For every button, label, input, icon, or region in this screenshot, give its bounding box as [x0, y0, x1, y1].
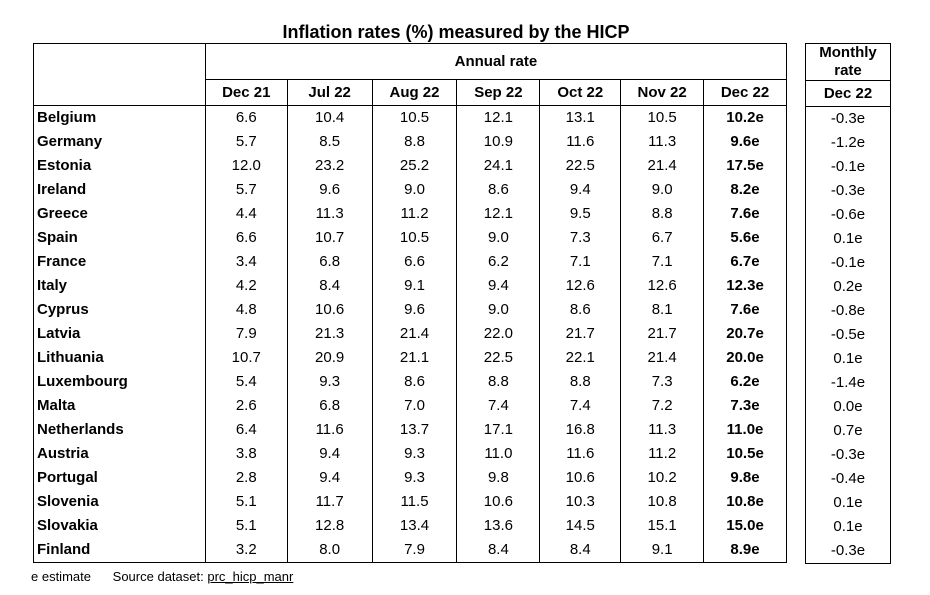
rate-cell: 8.8: [621, 202, 704, 226]
monthly-rate-cell: 0.7e: [833, 422, 863, 439]
rate-cell: 21.3: [287, 322, 372, 346]
rate-cell: 12.0: [205, 154, 287, 178]
rate-cell: 11.0: [457, 442, 540, 466]
rate-cell: 23.2: [287, 154, 372, 178]
rate-cell: 10.3: [540, 490, 621, 514]
monthly-rate-cell: 0.0e: [833, 398, 863, 415]
country-name: Portugal: [34, 466, 206, 490]
country-name: Belgium: [34, 106, 206, 131]
country-name: Slovenia: [34, 490, 206, 514]
rate-cell: 8.6: [457, 178, 540, 202]
rate-cell: 2.8: [205, 466, 287, 490]
monthly-rate-cell: 0.1e: [833, 230, 863, 247]
rate-cell: 8.2e: [704, 178, 787, 202]
country-name: Latvia: [34, 322, 206, 346]
monthly-rate-cell: -0.5e: [830, 326, 866, 343]
monthly-rate-cell: 0.1e: [833, 518, 863, 535]
rate-cell: 20.9: [287, 346, 372, 370]
column-header: Sep 22: [457, 80, 540, 106]
country-name: Ireland: [34, 178, 206, 202]
rate-cell: 10.2e: [704, 106, 787, 131]
rate-cell: 9.0: [621, 178, 704, 202]
rate-cell: 21.1: [372, 346, 457, 370]
rate-cell: 9.8: [457, 466, 540, 490]
country-name: Slovakia: [34, 514, 206, 538]
rate-cell: 21.7: [540, 322, 621, 346]
monthly-row: [806, 371, 891, 395]
rate-cell: 7.4: [540, 394, 621, 418]
rate-cell: 7.3e: [704, 394, 787, 418]
rate-cell: 6.6: [205, 106, 287, 131]
rate-cell: 17.5e: [704, 154, 787, 178]
monthly-rate-cell: -1.4e: [830, 374, 866, 391]
monthly-row: [806, 179, 891, 203]
country-name: Netherlands: [34, 418, 206, 442]
rate-cell: 9.6: [372, 298, 457, 322]
table-row: [34, 514, 787, 538]
rate-cell: 10.7: [205, 346, 287, 370]
rate-cell: 14.5: [540, 514, 621, 538]
monthly-row: [806, 227, 891, 251]
rate-cell: 7.6e: [704, 298, 787, 322]
table-row: [34, 178, 787, 202]
rate-cell: 7.9: [205, 322, 287, 346]
rate-cell: 8.4: [457, 538, 540, 563]
rate-cell: 6.8: [287, 250, 372, 274]
rate-cell: 8.6: [540, 298, 621, 322]
monthly-rate-cell: 0.1e: [833, 494, 863, 511]
rate-cell: 12.6: [540, 274, 621, 298]
rate-cell: 12.1: [457, 106, 540, 131]
table-row: [34, 370, 787, 394]
table-row: [34, 538, 787, 563]
rate-cell: 11.0e: [704, 418, 787, 442]
rate-cell: 15.0e: [704, 514, 787, 538]
rate-cell: 2.6: [205, 394, 287, 418]
rate-cell: 8.1: [621, 298, 704, 322]
monthly-rate-header-line2: rate: [834, 62, 862, 79]
rate-cell: 10.6: [457, 490, 540, 514]
table-row: [34, 418, 787, 442]
rate-cell: 6.6: [372, 250, 457, 274]
annual-rate-header: Annual rate: [205, 44, 786, 80]
rate-cell: 8.4: [287, 274, 372, 298]
footer-note: [31, 569, 293, 584]
rate-cell: 9.0: [457, 298, 540, 322]
rate-cell: 4.2: [205, 274, 287, 298]
rate-cell: 7.3: [621, 370, 704, 394]
table-row: [34, 346, 787, 370]
rate-cell: 8.0: [287, 538, 372, 563]
rate-cell: 9.3: [372, 442, 457, 466]
rate-cell: 8.4: [540, 538, 621, 563]
country-name: Spain: [34, 226, 206, 250]
monthly-rate-header: [806, 44, 891, 81]
rate-cell: 9.0: [372, 178, 457, 202]
table-row: [34, 490, 787, 514]
monthly-row: [806, 155, 891, 179]
country-name: Austria: [34, 442, 206, 466]
rate-cell: 11.3: [621, 130, 704, 154]
rate-cell: 5.4: [205, 370, 287, 394]
rate-cell: 10.6: [540, 466, 621, 490]
rate-cell: 10.7: [287, 226, 372, 250]
rate-cell: 12.8: [287, 514, 372, 538]
rate-cell: 7.1: [540, 250, 621, 274]
rate-cell: 9.3: [287, 370, 372, 394]
table-row: [34, 106, 787, 131]
rate-cell: 25.2: [372, 154, 457, 178]
monthly-row: [806, 203, 891, 227]
annual-rate-table: [33, 43, 787, 563]
rate-cell: 5.1: [205, 490, 287, 514]
country-name: Lithuania: [34, 346, 206, 370]
rate-cell: 11.6: [287, 418, 372, 442]
rate-cell: 13.7: [372, 418, 457, 442]
rate-cell: 6.2: [457, 250, 540, 274]
rate-cell: 6.7: [621, 226, 704, 250]
rate-cell: 11.7: [287, 490, 372, 514]
rate-cell: 7.0: [372, 394, 457, 418]
rate-cell: 10.5: [372, 106, 457, 131]
monthly-rate-cell: -0.3e: [830, 542, 866, 559]
estimate-note: e estimate: [31, 569, 91, 584]
table-row: [34, 466, 787, 490]
country-name: Luxembourg: [34, 370, 206, 394]
rate-cell: 7.4: [457, 394, 540, 418]
monthly-row: [806, 131, 891, 155]
table-row: [34, 394, 787, 418]
rate-cell: 8.8: [372, 130, 457, 154]
rate-cell: 6.8: [287, 394, 372, 418]
monthly-row: [806, 395, 891, 419]
rate-cell: 20.0e: [704, 346, 787, 370]
table-row: [34, 274, 787, 298]
rate-cell: 5.7: [205, 178, 287, 202]
rate-cell: 10.5: [372, 226, 457, 250]
rate-cell: 13.4: [372, 514, 457, 538]
rate-cell: 13.6: [457, 514, 540, 538]
rate-cell: 9.1: [621, 538, 704, 563]
monthly-rate-table: [805, 43, 891, 564]
monthly-rate-cell: -0.3e: [830, 182, 866, 199]
monthly-row: [806, 275, 891, 299]
rate-cell: 24.1: [457, 154, 540, 178]
rate-cell: 10.5: [621, 106, 704, 131]
monthly-row: [806, 251, 891, 275]
table-row: [34, 226, 787, 250]
rate-cell: 8.8: [540, 370, 621, 394]
country-name: Malta: [34, 394, 206, 418]
source-dataset-link[interactable]: prc_hicp_manr: [207, 569, 294, 584]
monthly-row: [806, 299, 891, 323]
rate-cell: 22.5: [457, 346, 540, 370]
country-name: Italy: [34, 274, 206, 298]
rate-cell: 8.9e: [704, 538, 787, 563]
monthly-rate-cell: -0.3e: [830, 110, 866, 127]
rate-cell: 10.6: [287, 298, 372, 322]
monthly-rate-header-line1: Monthly: [819, 44, 877, 61]
rate-cell: 9.4: [287, 466, 372, 490]
source-label: Source dataset:: [112, 569, 204, 584]
rate-cell: 7.6e: [704, 202, 787, 226]
country-name: Cyprus: [34, 298, 206, 322]
country-name: Finland: [34, 538, 206, 563]
rate-cell: 7.3: [540, 226, 621, 250]
rate-cell: 3.2: [205, 538, 287, 563]
rate-cell: 21.4: [621, 154, 704, 178]
monthly-row: [806, 443, 891, 467]
rate-cell: 6.2e: [704, 370, 787, 394]
rate-cell: 11.6: [540, 130, 621, 154]
rate-cell: 9.4: [287, 442, 372, 466]
rate-cell: 11.3: [621, 418, 704, 442]
monthly-rate-cell: -0.1e: [830, 158, 866, 175]
rate-cell: 9.8e: [704, 466, 787, 490]
table-row: [34, 322, 787, 346]
rate-cell: 12.1: [457, 202, 540, 226]
monthly-row: [806, 323, 891, 347]
rate-cell: 11.5: [372, 490, 457, 514]
rate-cell: 11.6: [540, 442, 621, 466]
rate-cell: 22.5: [540, 154, 621, 178]
monthly-rate-cell: -0.3e: [830, 446, 866, 463]
rate-cell: 12.6: [621, 274, 704, 298]
country-name: France: [34, 250, 206, 274]
rate-cell: 10.2: [621, 466, 704, 490]
header-corner: [34, 44, 206, 106]
monthly-row: [806, 491, 891, 515]
rate-cell: 9.5: [540, 202, 621, 226]
rate-cell: 11.2: [621, 442, 704, 466]
monthly-row: [806, 467, 891, 491]
rate-cell: 22.0: [457, 322, 540, 346]
rate-cell: 16.8: [540, 418, 621, 442]
rate-cell: 5.7: [205, 130, 287, 154]
rate-cell: 9.0: [457, 226, 540, 250]
monthly-rate-cell: -1.2e: [830, 134, 866, 151]
table-row: [34, 298, 787, 322]
rate-cell: 8.6: [372, 370, 457, 394]
rate-cell: 21.7: [621, 322, 704, 346]
rate-cell: 10.8: [621, 490, 704, 514]
rate-cell: 10.9: [457, 130, 540, 154]
rate-cell: 4.8: [205, 298, 287, 322]
table-row: [34, 202, 787, 226]
rate-cell: 15.1: [621, 514, 704, 538]
rate-cell: 3.8: [205, 442, 287, 466]
rate-cell: 11.2: [372, 202, 457, 226]
column-header: Dec 22: [704, 80, 787, 106]
rate-cell: 11.3: [287, 202, 372, 226]
monthly-row: [806, 419, 891, 443]
monthly-rate-cell: -0.8e: [830, 302, 866, 319]
monthly-row: [806, 515, 891, 539]
rate-cell: 10.5e: [704, 442, 787, 466]
country-name: Greece: [34, 202, 206, 226]
rate-cell: 22.1: [540, 346, 621, 370]
rate-cell: 3.4: [205, 250, 287, 274]
table-row: [34, 154, 787, 178]
rate-cell: 12.3e: [704, 274, 787, 298]
rate-cell: 9.4: [540, 178, 621, 202]
rate-cell: 5.6e: [704, 226, 787, 250]
monthly-rate-cell: 0.1e: [833, 350, 863, 367]
rate-cell: 21.4: [372, 322, 457, 346]
rate-cell: 20.7e: [704, 322, 787, 346]
rate-cell: 6.4: [205, 418, 287, 442]
column-header: Jul 22: [287, 80, 372, 106]
monthly-rate-cell: -0.6e: [830, 206, 866, 223]
table-row: [34, 250, 787, 274]
column-header: Aug 22: [372, 80, 457, 106]
rate-cell: 9.4: [457, 274, 540, 298]
rate-cell: 17.1: [457, 418, 540, 442]
rate-cell: 9.3: [372, 466, 457, 490]
rate-cell: 9.1: [372, 274, 457, 298]
table-row: [34, 130, 787, 154]
monthly-row: [806, 107, 891, 132]
rate-cell: 8.5: [287, 130, 372, 154]
monthly-column-header: Dec 22: [806, 81, 891, 107]
column-header: Oct 22: [540, 80, 621, 106]
rate-cell: 5.1: [205, 514, 287, 538]
rate-cell: 9.6: [287, 178, 372, 202]
rate-cell: 7.1: [621, 250, 704, 274]
monthly-rate-cell: -0.4e: [830, 470, 866, 487]
rate-cell: 6.6: [205, 226, 287, 250]
page-title: Inflation rates (%) measured by the HICP: [282, 22, 630, 42]
column-header: Nov 22: [621, 80, 704, 106]
rate-cell: 9.6e: [704, 130, 787, 154]
table-row: [34, 442, 787, 466]
monthly-row: [806, 539, 891, 564]
country-name: Germany: [34, 130, 206, 154]
rate-cell: 21.4: [621, 346, 704, 370]
rate-cell: 6.7e: [704, 250, 787, 274]
monthly-row: [806, 347, 891, 371]
rate-cell: 10.8e: [704, 490, 787, 514]
monthly-rate-cell: -0.1e: [830, 254, 866, 271]
rate-cell: 10.4: [287, 106, 372, 131]
rate-cell: 13.1: [540, 106, 621, 131]
rate-cell: 7.9: [372, 538, 457, 563]
column-header: Dec 21: [205, 80, 287, 106]
monthly-rate-cell: 0.2e: [833, 278, 863, 295]
country-name: Estonia: [34, 154, 206, 178]
rate-cell: 8.8: [457, 370, 540, 394]
rate-cell: 7.2: [621, 394, 704, 418]
rate-cell: 4.4: [205, 202, 287, 226]
